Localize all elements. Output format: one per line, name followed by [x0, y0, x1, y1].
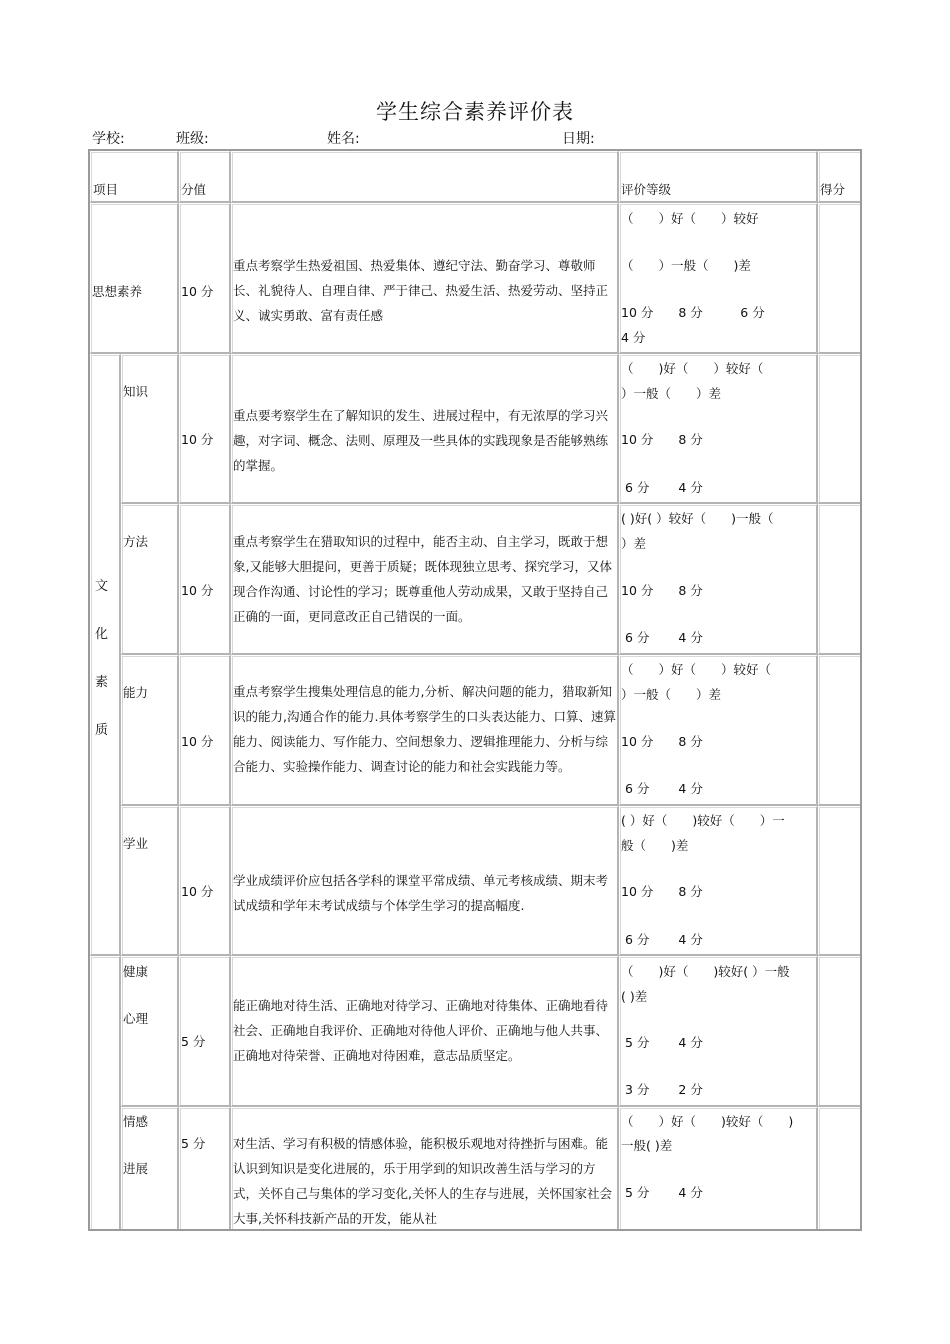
- row-knowledge-grade-3: 10 分 8 分: [621, 432, 703, 447]
- row-knowledge-grade-cell: [619, 354, 818, 504]
- row-emotion-grade-1: （ ）好（ )较好（ ): [621, 1114, 794, 1129]
- row-academic-grade-cell: [619, 806, 818, 956]
- row-method-grade-2: ）差: [621, 536, 647, 551]
- row-method-grade-1: ( )好( ）较好（ )一般（: [621, 511, 774, 526]
- row-method-grade-4: 6 分 4 分: [625, 630, 703, 645]
- row-thought-desc: 重点考察学生热爱祖国、热爱集体、遵纪守法、勤奋学习、尊敬师长、礼貌待人、自理自律、严于律己、热爱生活、热爱劳动、坚持正义、诚实勇敢、富有责任感: [233, 258, 609, 323]
- name-label: 姓名:: [327, 131, 360, 147]
- row-health-earned-cell[interactable]: [818, 956, 862, 1107]
- row-knowledge-sub-cell: [121, 354, 179, 504]
- header-score: 分值: [181, 182, 207, 197]
- row-thought-grade-2: （ ）一般（ )差: [621, 258, 751, 273]
- culture-char-4: 质: [95, 723, 109, 738]
- culture-char-2: 化: [95, 627, 109, 642]
- row-knowledge-sub: 知识: [123, 384, 149, 399]
- row-knowledge-score: 10 分: [181, 432, 214, 447]
- row-ability-score: 10 分: [181, 734, 214, 749]
- row-academic-desc: 学业成绩评价应包括各学科的课堂平常成绩、单元考核成绩、期末考试成绩和学年末考试成绩与个体学生学习的提高幅度.: [233, 873, 609, 913]
- row-health-grade-cell: [619, 956, 818, 1107]
- row-knowledge-desc: 重点要考察学生在了解知识的发生、进展过程中，有无浓厚的学习兴趣，对字词、概念、法则、原理及一些具体的实践现象是否能够熟练的掌握。: [233, 408, 609, 473]
- row-emotion-grade-cell: [619, 1107, 818, 1231]
- row-health-score: 5 分: [181, 1034, 206, 1049]
- row-method-sub: 方法: [123, 534, 149, 549]
- row-thought-item-cell: [90, 203, 179, 354]
- row-health-desc-cell: [231, 956, 619, 1107]
- row-method-desc: 重点考察学生在猎取知识的过程中，能否主动、自主学习，既敢于想象,又能够大胆提问，更善于质疑；既体现独立思考、探究学习，又体现合作沟通、讨论性的学习；既尊重他人劳动成果，又敢于坚持自己正确的一面，更同意改正自己错误的一面。: [233, 534, 612, 624]
- row-knowledge-grade-1: （ )好（ ）较好（: [621, 361, 764, 376]
- row-health-desc: 能正确地对待生活、正确地对待学习、正确地对待集体、正确地看待社会、正确地自我评价、正确地对待他人评价、正确地与他人共事、正确地对待荣誉、正确地对待困难，意志品质坚定。: [233, 998, 609, 1063]
- culture-char-1: 文: [95, 579, 109, 594]
- row-knowledge-grade-2: ）一般（ ）差: [621, 386, 722, 401]
- header-item-cell: [90, 151, 179, 203]
- row-ability-grade-3: 10 分 8 分: [621, 734, 703, 749]
- header-earned: 得分: [820, 182, 846, 197]
- class-label: 班级:: [176, 131, 209, 147]
- row-ability-grade-2: ）一般（ ）差: [621, 687, 722, 702]
- row-thought-item: 思想素养: [92, 284, 143, 299]
- row-method-grade-3: 10 分 8 分: [621, 583, 703, 598]
- row-knowledge-grade-4: 6 分 4 分: [625, 480, 703, 495]
- row-academic-grade-3: 10 分 8 分: [621, 884, 703, 899]
- row-emotion-grade-3: 5 分 4 分: [625, 1185, 703, 1200]
- row-thought-score: 10 分: [181, 284, 214, 299]
- row-health-grade-1: （ )好（ )较好( ）一般: [621, 964, 790, 979]
- row-knowledge-score-cell: [179, 354, 231, 504]
- header-grade-cell: [619, 151, 818, 203]
- row-health-grade-4: 3 分 2 分: [625, 1082, 703, 1097]
- row-ability-grade-1: （ ）好（ ）较好（: [621, 662, 772, 677]
- row-emotion-grade-2: 一般( )差: [621, 1138, 673, 1153]
- culture-group-cell: [90, 354, 121, 956]
- row-emotion-desc: 对生活、学习有积极的情感体验，能积极乐观地对待挫折与困难。能认识到知识是变化进展的，乐于用学到的知识改善生活与学习的方式，关怀自己与集体的学习变化,关怀人的生存与进展，关怀国家社会大事,关怀科技新产品的开发，能从社: [233, 1136, 612, 1226]
- row-thought-desc-cell: [231, 203, 619, 354]
- row-academic-score: 10 分: [181, 884, 214, 899]
- row-method-grade-cell: [619, 504, 818, 655]
- row-health-grade-2: ( )差: [621, 989, 648, 1004]
- row-academic-grade-2: 般（ )差: [621, 838, 689, 853]
- row-ability-sub-cell: [121, 655, 179, 806]
- row-academic-earned-cell[interactable]: [818, 806, 862, 956]
- row-academic-desc-cell: [231, 806, 619, 956]
- row-knowledge-earned-cell[interactable]: [818, 354, 862, 504]
- group-three-cell: [90, 956, 121, 1231]
- row-health-score-cell: [179, 956, 231, 1107]
- header-desc-cell: [231, 151, 619, 203]
- row-emotion-sub-1: 情感: [123, 1114, 149, 1129]
- row-thought-earned-cell[interactable]: [818, 203, 862, 354]
- row-thought-grade-1: （ ）好（ ）较好: [621, 211, 759, 226]
- row-ability-earned-cell[interactable]: [818, 655, 862, 806]
- header-score-cell: [179, 151, 231, 203]
- row-thought-grade-3: 10 分 8 分 6 分: [621, 305, 765, 320]
- header-grade: 评价等级: [621, 182, 672, 197]
- row-method-score-cell: [179, 504, 231, 655]
- row-academic-sub: 学业: [123, 836, 149, 851]
- row-ability-grade-cell: [619, 655, 818, 806]
- row-knowledge-desc-cell: [231, 354, 619, 504]
- row-emotion-desc-cell: [231, 1107, 619, 1231]
- row-method-earned-cell[interactable]: [818, 504, 862, 655]
- row-thought-grade-4: 4 分: [621, 330, 646, 345]
- row-health-sub-1: 健康: [123, 964, 149, 979]
- row-method-sub-cell: [121, 504, 179, 655]
- row-method-score: 10 分: [181, 583, 214, 598]
- row-emotion-earned-cell[interactable]: [818, 1107, 862, 1231]
- row-thought-score-cell: [179, 203, 231, 354]
- date-label: 日期:: [562, 131, 595, 147]
- row-emotion-score-cell: [179, 1107, 231, 1231]
- row-health-grade-3: 5 分 4 分: [625, 1035, 703, 1050]
- row-academic-sub-cell: [121, 806, 179, 956]
- row-thought-grade-cell: [619, 203, 818, 354]
- row-health-sub-2: 心理: [123, 1011, 149, 1026]
- row-ability-desc-cell: [231, 655, 619, 806]
- row-method-desc-cell: [231, 504, 619, 655]
- page-title: 学生综合素养评价表: [376, 100, 574, 124]
- culture-char-3: 素: [95, 675, 109, 690]
- row-ability-desc: 重点考察学生搜集处理信息的能力,分析、解决问题的能力，猎取新知识的能力,沟通合作的能力.具体考察学生的口头表达能力、口算、速算能力、阅读能力、写作能力、空间想象力、逻辑推理能力、分析与综合能力、实验操作能力、调查讨论的能力和社会实践能力等。: [233, 684, 616, 774]
- row-ability-score-cell: [179, 655, 231, 806]
- row-academic-score-cell: [179, 806, 231, 956]
- row-ability-sub: 能力: [123, 685, 149, 700]
- row-academic-grade-1: ( ）好（ )较好（ ）一: [621, 813, 785, 828]
- school-label: 学校:: [92, 131, 125, 147]
- row-emotion-sub-cell: [121, 1107, 179, 1231]
- row-emotion-score: 5 分: [181, 1136, 206, 1151]
- row-health-sub-cell: [121, 956, 179, 1107]
- row-emotion-sub-2: 进展: [123, 1161, 149, 1176]
- row-academic-grade-4: 6 分 4 分: [625, 932, 703, 947]
- row-ability-grade-4: 6 分 4 分: [625, 781, 703, 796]
- header-earned-cell: [818, 151, 862, 203]
- evaluation-table: [88, 149, 862, 1231]
- header-item: 项目: [93, 182, 119, 197]
